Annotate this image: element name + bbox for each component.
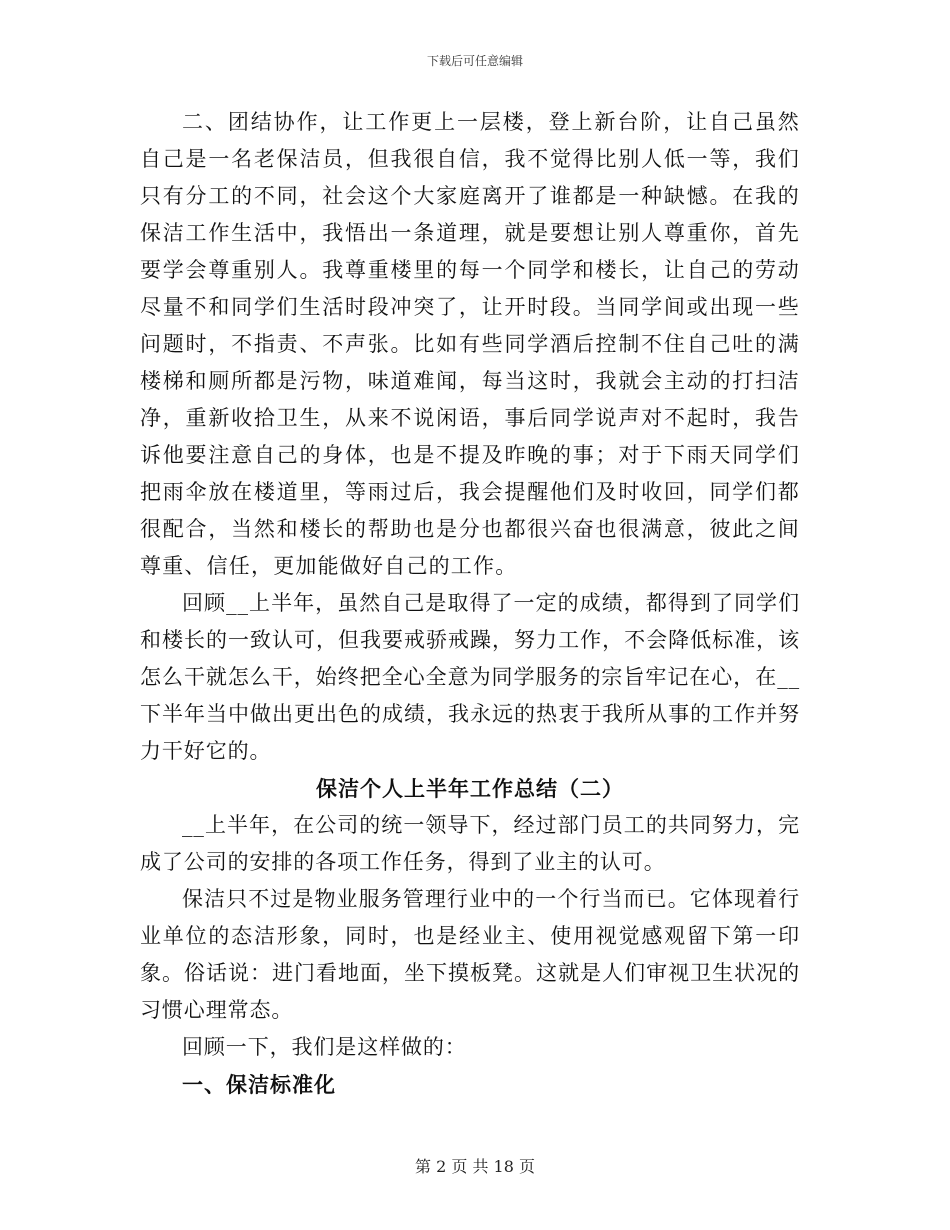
- paragraph-teamwork: 二、团结协作，让工作更上一层楼，登上新台阶，让自己虽然自己是一名老保洁员，但我很自信，我不觉得比别人低一等，我们只有分工的不同，社会这个大家庭离开了谁都是一种缺憾。在我的保洁工作生活中，我悟出一条道理，就是要想让别人尊重你，首先要学会尊重别人。我尊重楼里的每一个同学和楼长，让自己的劳动尽量不和同学们生活时段冲突了，让开时段。当同学间或出现一些问题时，不指责、不声张。比如有些同学酒后控制不住自己吐的满楼梯和厕所都是污物，味道难闻，每当这时，我就会主动的打扫洁净，重新收拾卫生，从来不说闲语，事后同学说声对不起时，我告诉他要注意自己的身体，也是不提及昨晚的事；对于下雨天同学们把雨伞放在楼道里，等雨过后，我会提醒他们及时收回，同学们都很配合，当然和楼长的帮助也是分也都很兴奋也很满意，彼此之间尊重、信任，更加能做好自己的工作。: [140, 110, 800, 578]
- page-number: 第 2 页 共 18 页: [415, 1157, 535, 1176]
- paragraph-cleaning-role: 保洁只不过是物业服务管理行业中的一个行当而已。它体现着行业单位的态洁形象，同时，也是经业主、使用视觉感观留下第一印象。俗话说：进门看地面，坐下摸板凳。这就是人们审视卫生状况的习惯心理常态。: [140, 887, 800, 1022]
- paragraph-intro: __上半年，在公司的统一领导下，经过部门员工的共同努力，完成了公司的安排的各项工作任务，得到了业主的认可。: [140, 813, 800, 874]
- paragraph-recap: 回顾一下，我们是这样做的：: [182, 1035, 467, 1059]
- document-body: [140, 104, 800, 1103]
- paragraph-review: 回顾__上半年，虽然自己是取得了一定的成绩，都得到了同学们和楼长的一致认可，但我要戒骄戒躁，努力工作，不会降低标准，该怎么干就怎么干，始终把全心全意为同学服务的宗旨牢记在心，在__下半年当中做出更出色的成绩，我永远的热衷于我所从事的工作并努力干好它的。: [140, 591, 800, 763]
- section-title: 保洁个人上半年工作总结（二）: [316, 776, 624, 801]
- subheading-standardization: 一、保洁标准化: [182, 1072, 336, 1097]
- page-header: 下载后可任意编辑: [426, 54, 523, 68]
